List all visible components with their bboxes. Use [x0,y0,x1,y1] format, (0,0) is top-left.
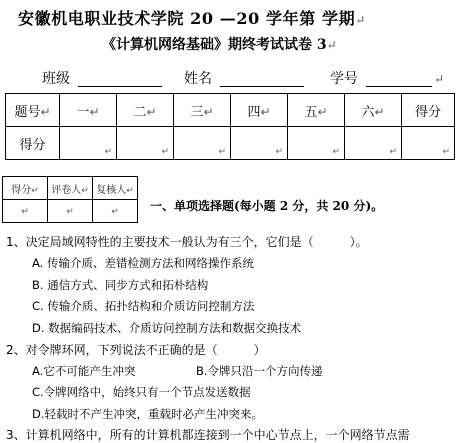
question-stem: 2、对令牌环网，下列说法不正确的是（ ） [6,343,266,357]
cell-mark-icon: ↵ [260,104,271,119]
score-cell [60,127,117,160]
cell-mark-icon: ↵ [146,104,157,119]
paragraph-mark-icon: ↵ [434,72,445,86]
cell-mark-icon: ↵ [161,147,169,157]
score-header-cell: 六↵ [345,94,402,127]
question-option: A. 传输介质、差错检测方法和网络操作系统 [32,256,254,270]
question-option: A.它不可能产生冲突 [32,364,136,378]
cell-mark-icon: ↵ [89,104,100,119]
cell-mark-icon: ↵ [218,147,226,157]
paragraph-mark-icon: ↵ [326,38,337,52]
question-stem: 3、计算机网络中，所有的计算机都连接到一个中心节点上，一个网络节点需 [6,428,410,442]
score-header-cell: 二↵ [117,94,174,127]
question-option: C.令牌网络中，始终只有一个节点发送数据 [32,385,251,399]
table-row [3,177,138,200]
class-underline [78,86,162,87]
score-header-cell: 得分 [402,94,455,127]
score-table [5,93,455,160]
name-underline [220,86,304,87]
cell-mark-icon: ↵ [275,147,283,157]
cell-mark-icon: ↵ [40,104,51,119]
cell-mark-icon: ↵ [442,147,450,157]
name-label: 姓名 [184,71,212,87]
paragraph-mark-icon: ↵ [355,13,366,27]
cell-mark-icon: ↵ [66,206,74,217]
cell-mark-icon: ↵ [317,104,328,119]
exam-title: 安徽机电职业技术学院 20 —20 学年第 学期↵ [18,9,366,28]
grader-header-cell: 评卷人↵ [48,177,93,200]
question-option: D.轻载时不产生冲突，重载时必产生冲突来。 [32,407,264,421]
question-option: B. 通信方式、同步方式和拓朴结构 [32,278,209,292]
class-label: 班级 [42,71,70,87]
score-cell [117,127,174,160]
score-header-cell: 题号↵ [6,94,60,127]
cell-mark-icon: ↵ [81,185,89,196]
score-cell [288,127,345,160]
table-row [6,127,455,160]
exam-subtitle: 《计算机网络基础》期终考试试卷 3↵ [102,37,337,53]
table-row [6,94,455,127]
cell-mark-icon: ↵ [104,147,112,157]
score-cell [174,127,231,160]
cell-mark-icon: ↵ [332,147,340,157]
cell-mark-icon: ↵ [374,104,385,119]
student-id-label: 学号 [330,71,358,87]
score-header-cell: 四↵ [231,94,288,127]
question-stem: 1、决定局域网特性的主要技术一般认为有三个，它们是（ ）。 [6,235,368,249]
score-header-cell: 三↵ [174,94,231,127]
score-header-cell: 五↵ [288,94,345,127]
student-id-underline [366,86,432,87]
score-header-cell: 一↵ [60,94,117,127]
section-heading: 一、单项选择题(每小题 2 分，共 20 分)。 [150,199,384,213]
cell-mark-icon: ↵ [111,206,119,217]
table-row [3,200,138,223]
cell-mark-icon: ↵ [21,206,29,217]
grader-cell [93,200,138,223]
score-row-label: 得分 [6,127,60,160]
cell-mark-icon: ↵ [203,104,214,119]
cell-mark-icon: ↵ [31,185,39,196]
grader-table [2,176,138,223]
score-cell [402,127,455,160]
question-option: C. 传输介质、拓扑结构和介质访问控制方法 [32,299,255,313]
question-option: B.令牌只沿一个方向传递 [196,364,323,378]
cell-mark-icon: ↵ [126,185,134,196]
grader-cell [48,200,93,223]
grader-header-cell: 得分↵ [3,177,48,200]
score-cell [231,127,288,160]
grader-cell [3,200,48,223]
cell-mark-icon: ↵ [389,147,397,157]
question-option: D. 数据编码技术、介质访问控制方法和数据交换技术 [32,321,302,335]
grader-header-cell: 复核人↵ [93,177,138,200]
score-cell [345,127,402,160]
